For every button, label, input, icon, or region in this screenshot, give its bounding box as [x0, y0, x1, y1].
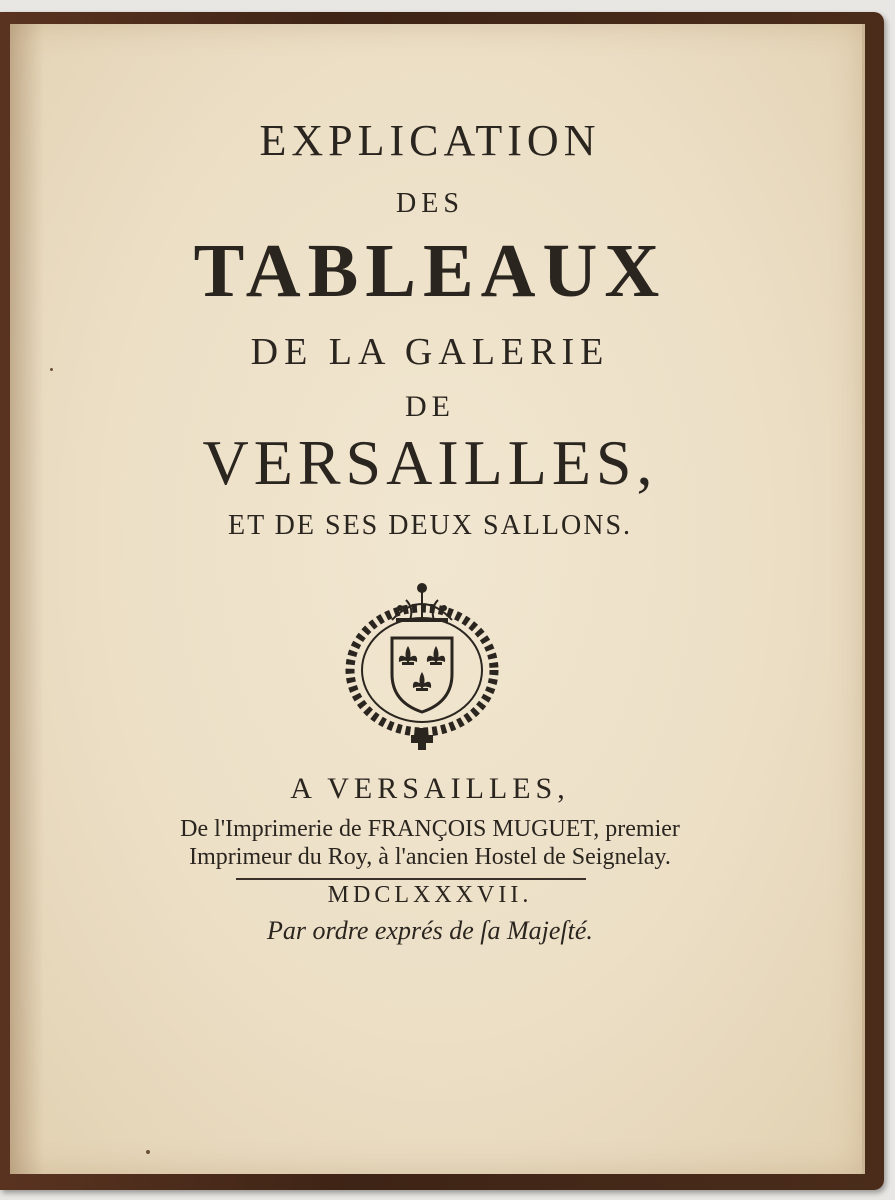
- foxing-spot: [146, 1150, 150, 1154]
- title-galerie: DE LA GALERIE: [250, 331, 610, 373]
- imprint-printer-line-1: De l'Imprimerie de FRANÇOIS MUGUET, premier: [180, 816, 680, 842]
- imprint-printer-line-2: Imprimeur du Roy, à l'ancien Hostel de Seignelay.: [189, 844, 671, 870]
- title-des: DES: [396, 188, 464, 219]
- title-de: DE: [405, 390, 455, 423]
- royal-arms-fleur-de-lis-icon: [340, 578, 504, 752]
- imprint-rule: [236, 878, 586, 880]
- page-gutter-shadow: [10, 24, 44, 1174]
- imprint-place: A VERSAILLES,: [290, 772, 570, 805]
- foxing-spot: [50, 368, 53, 371]
- imprint-order: Par ordre exprés de ſa Majeſté.: [267, 916, 593, 945]
- title-versailles: VERSAILLES,: [202, 427, 658, 498]
- title-sallons: ET DE SES DEUX SALLONS.: [227, 510, 633, 541]
- title-explication: EXPLICATION: [259, 116, 601, 165]
- title-tableaux: TABLEAUX: [193, 229, 667, 313]
- imprint-year: MDCLXXXVII.: [327, 882, 533, 908]
